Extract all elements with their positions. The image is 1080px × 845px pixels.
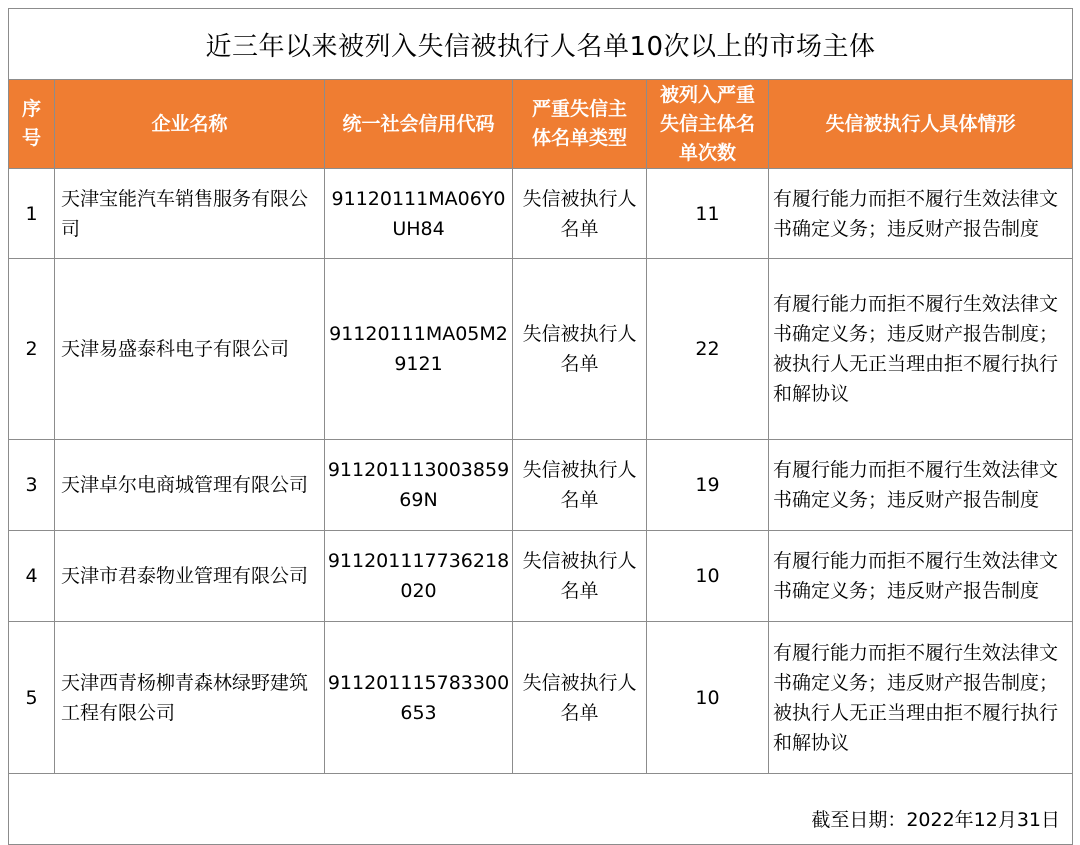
header-detail: 失信被执行人具体情形 bbox=[769, 80, 1073, 169]
credit-code: 911201117736218020 bbox=[325, 531, 513, 622]
list-type: 失信被执行人名单 bbox=[513, 259, 647, 440]
company-name: 天津易盛泰科电子有限公司 bbox=[55, 259, 325, 440]
table-row bbox=[9, 259, 1073, 440]
list-type: 失信被执行人名单 bbox=[513, 622, 647, 774]
row-index: 1 bbox=[9, 169, 55, 259]
table-row bbox=[9, 622, 1073, 774]
credit-code: 911201115783300653 bbox=[325, 622, 513, 774]
credit-code: 91120111300385969N bbox=[325, 440, 513, 531]
row-index: 2 bbox=[9, 259, 55, 440]
row-index: 3 bbox=[9, 440, 55, 531]
detail: 有履行能力而拒不履行生效法律文书确定义务；违反财产报告制度；被执行人无正当理由拒不履行执行和解协议 bbox=[769, 259, 1073, 440]
company-name: 天津西青杨柳青森林绿野建筑工程有限公司 bbox=[55, 622, 325, 774]
detail: 有履行能力而拒不履行生效法律文书确定义务；违反财产报告制度 bbox=[769, 531, 1073, 622]
row-index: 5 bbox=[9, 622, 55, 774]
company-name: 天津宝能汽车销售服务有限公司 bbox=[55, 169, 325, 259]
dishonest-entities-table bbox=[8, 8, 1073, 845]
detail: 有履行能力而拒不履行生效法律文书确定义务；违反财产报告制度；被执行人无正当理由拒不履行执行和解协议 bbox=[769, 622, 1073, 774]
company-name: 天津卓尔电商城管理有限公司 bbox=[55, 440, 325, 531]
header-list-count-text: 被列入严重失信主体名单次数 bbox=[659, 83, 755, 164]
header-list-count bbox=[647, 80, 769, 169]
list-count: 22 bbox=[647, 259, 769, 440]
spreadsheet bbox=[8, 8, 1072, 834]
company-name: 天津市君泰物业管理有限公司 bbox=[55, 531, 325, 622]
list-type: 失信被执行人名单 bbox=[513, 169, 647, 259]
list-count: 10 bbox=[647, 531, 769, 622]
table-row bbox=[9, 440, 1073, 531]
row-index: 4 bbox=[9, 531, 55, 622]
credit-code: 91120111MA06Y0UH84 bbox=[325, 169, 513, 259]
list-count: 19 bbox=[647, 440, 769, 531]
header-index bbox=[9, 80, 55, 169]
table-row bbox=[9, 169, 1073, 259]
table-row bbox=[9, 531, 1073, 622]
list-count: 10 bbox=[647, 622, 769, 774]
header-row bbox=[9, 80, 1073, 169]
detail: 有履行能力而拒不履行生效法律文书确定义务；违反财产报告制度 bbox=[769, 169, 1073, 259]
header-index-text: 序号 bbox=[21, 98, 41, 149]
header-list-type-text: 严重失信主体名单类型 bbox=[531, 98, 627, 149]
list-count: 11 bbox=[647, 169, 769, 259]
header-company-name: 企业名称 bbox=[55, 80, 325, 169]
list-type: 失信被执行人名单 bbox=[513, 531, 647, 622]
credit-code: 91120111MA05M29121 bbox=[325, 259, 513, 440]
cutoff-date: 截至日期：2022年12月31日 bbox=[9, 774, 1073, 845]
header-list-type bbox=[513, 80, 647, 169]
detail: 有履行能力而拒不履行生效法律文书确定义务；违反财产报告制度 bbox=[769, 440, 1073, 531]
table-title: 近三年以来被列入失信被执行人名单10次以上的市场主体 bbox=[9, 9, 1073, 80]
header-credit-code: 统一社会信用代码 bbox=[325, 80, 513, 169]
list-type: 失信被执行人名单 bbox=[513, 440, 647, 531]
